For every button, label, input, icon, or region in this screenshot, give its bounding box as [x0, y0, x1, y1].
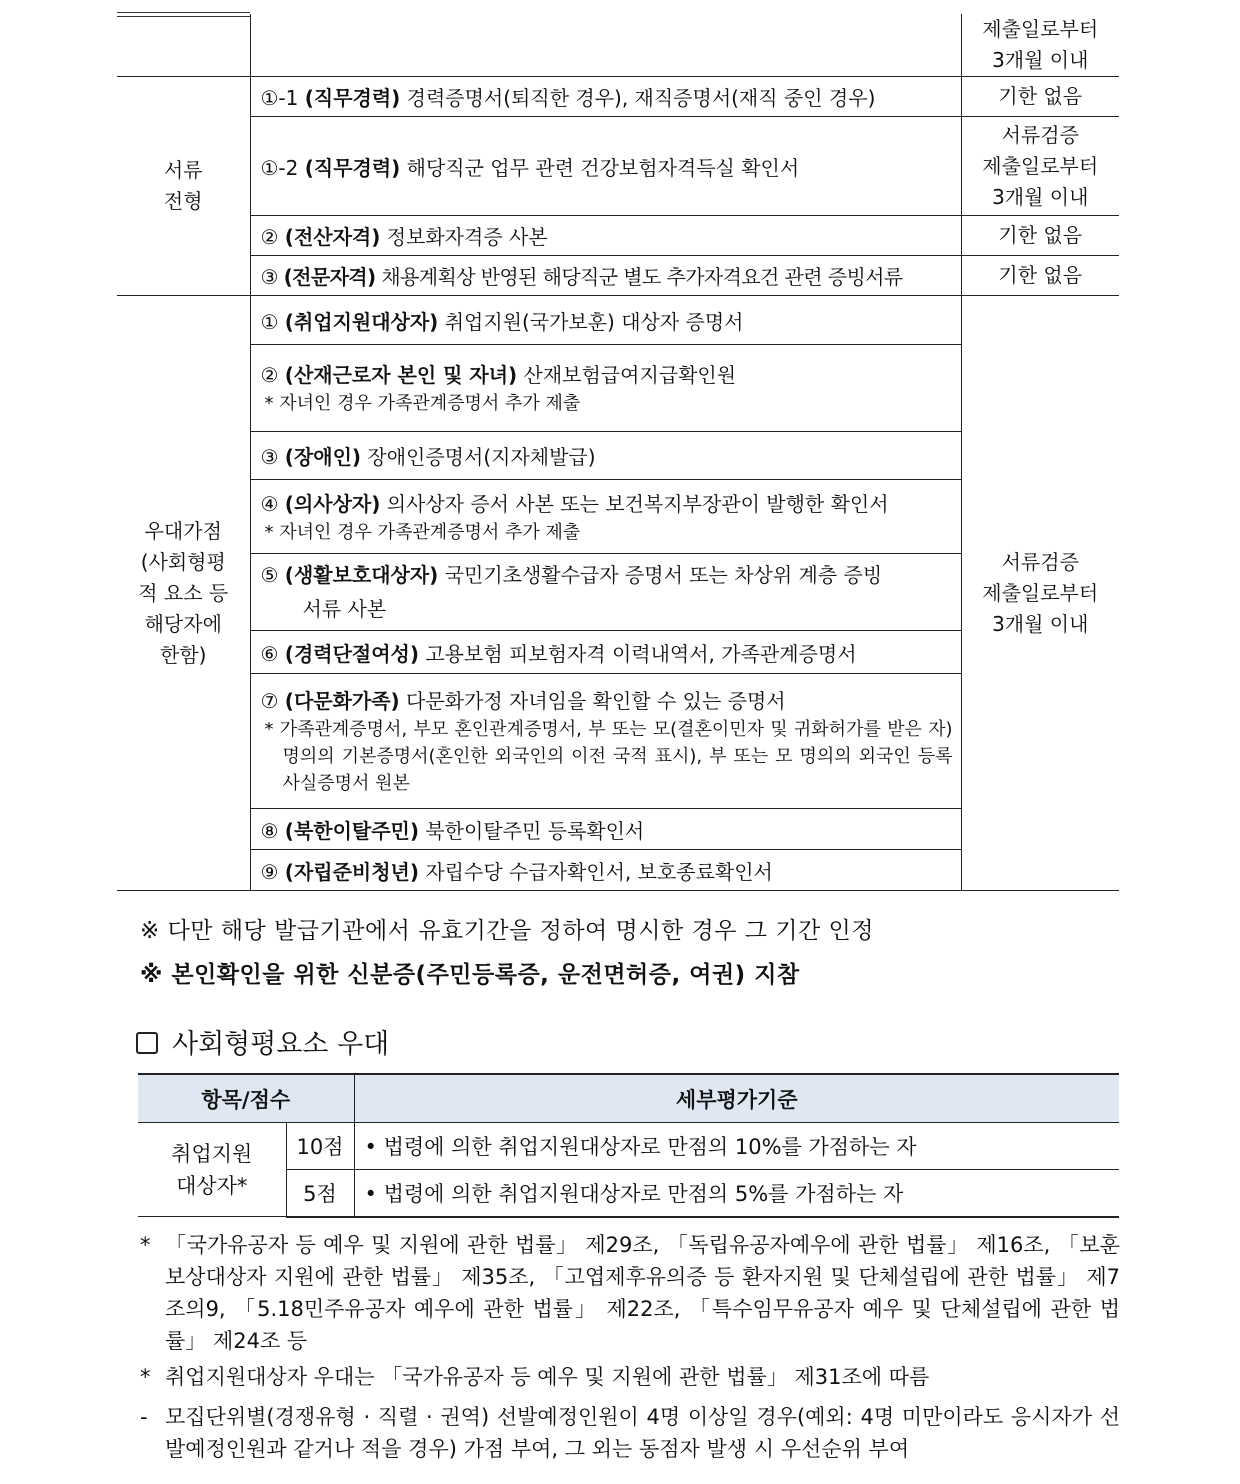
row-note: * 가족관계증명서, 부모 혼인관계증명서, 부 또는 모(결혼이민자 및 귀화허가를 받은 자) 명의의 기본증명서(혼인한 외국인의 이전 국적 표시), 부 또는 모 명의의 외국인 등록사실증명서 원본: [264, 719, 953, 794]
header-item-score: 항목/점수: [138, 1074, 354, 1123]
deadline-cell: 기한 없음: [961, 216, 1119, 256]
table-header-row: [138, 1074, 1119, 1123]
deadline-cell: 제출일로부터 3개월 이내: [961, 14, 1119, 77]
footnote-laws: * 「국가유공자 등 예우 및 지원에 관한 법률」 제29조, 「독립유공자예우에 관한 법률」 제16조, 「보훈보상대상자 지원에 관한 법률」 제35조, 「고엽제후유의증 등 환자지원 및 단체설립에 관한 법률」 제7조의9, 「5.18민주유공자 예우에 관한 법률」 제22조, 「특수임무유공자 예우 및 단체설립에 관한 법률」 제24조 등: [140, 1233, 1120, 1353]
requirement-cell: ③ (전문자격) 채용계획상 반영된 해당직군 별도 추가자격요건 관련 증빙서류: [250, 256, 961, 296]
requirement-cell: ⑧ (북한이탈주민) 북한이탈주민 등록확인서: [250, 809, 961, 850]
row-note: * 자녀인 경우 가족관계증명서 추가 제출: [264, 393, 581, 414]
score-cell: 5점: [286, 1170, 354, 1217]
item-cell: 취업지원 대상자*: [138, 1123, 286, 1217]
detail-cell: • 법령에 의한 취업지원대상자로 만점의 5%를 가점하는 자: [354, 1170, 1119, 1217]
section-title: 사회형평요소 우대: [136, 1022, 389, 1061]
requirement-cell: ⑦ (다문화가족) 다문화가정 자녀임을 확인할 수 있는 증명서 * 가족관계증명서, 부모 혼인관계증명서, 부 또는 모(결혼이민자 및 귀화허가를 받은 자) 명의의 기본증명서(혼인한 외국인의 이전 국적 표시), 부 또는 모 명의의 외국인 등록사실증명서 원본: [250, 674, 961, 809]
notice-validity: ※ 다만 해당 발급기관에서 유효기간을 정하여 명시한 경우 그 기간 인정: [140, 918, 874, 944]
requirement-cell: ⑨ (자립준비청년) 자립수당 수급자확인서, 보호종료확인서: [250, 850, 961, 891]
footnote-bonus-rule: - 모집단위별(경쟁유형 · 직렬 · 권역) 선발예정인원이 4명 이상일 경우(예외: 4명 미만이라도 응시자가 선발예정인원과 같거나 적을 경우) 가점 부여, 그 외는 동점자 발생 시 우선순위 부여: [140, 1405, 1120, 1461]
notice-id-card: ※ 본인확인을 위한 신분증(주민등록증, 운전면허증, 여권) 지참: [140, 962, 800, 988]
document-requirements-table: [117, 14, 1119, 891]
footnote-preference: * 취업지원대상자 우대는 「국가유공자 등 예우 및 지원에 관한 법률」 제31조에 따름: [140, 1365, 930, 1389]
category-bonus-points: 우대가점 (사회형평 적 요소 등 해당자에 한함): [117, 296, 250, 891]
deadline-cell: 서류검증 제출일로부터 3개월 이내: [961, 296, 1119, 891]
category-doc-screening: 서류 전형: [117, 77, 250, 296]
table-row: [117, 256, 1119, 296]
requirement-cell: ④ (의사상자) 의사상자 증서 사본 또는 보건복지부장관이 발행한 확인서 * 자녀인 경우 가족관계증명서 추가 제출: [250, 480, 961, 554]
table-row: [138, 1123, 1119, 1170]
requirement-cell: ⑥ (경력단절여성) 고용보험 피보험자격 이력내역서, 가족관계증명서: [250, 631, 961, 674]
requirement-cell: ③ (장애인) 장애인증명서(지자체발급): [250, 432, 961, 480]
criteria-table: [138, 1073, 1119, 1218]
deadline-cell: 기한 없음: [961, 77, 1119, 117]
requirement-cell: ⑤ (생활보호대상자) 국민기초생활수급자 증명서 또는 차상위 계층 증빙 서류 사본: [250, 554, 961, 631]
requirement-cell: ② (산재근로자 본인 및 자녀) 산재보험급여지급확인원 * 자녀인 경우 가족관계증명서 추가 제출: [250, 345, 961, 432]
requirement-cell: ①-2 (직무경력) 해당직군 업무 관련 건강보험자격득실 확인서: [250, 117, 961, 216]
table-row: [117, 216, 1119, 256]
table-row: [117, 14, 1119, 77]
detail-cell: • 법령에 의한 취업지원대상자로 만점의 10%를 가점하는 자: [354, 1123, 1119, 1170]
requirement-cell: ① (취업지원대상자) 취업지원(국가보훈) 대상자 증명서: [250, 296, 961, 345]
deadline-cell: 서류검증 제출일로부터 3개월 이내: [961, 117, 1119, 216]
requirement-cell: ② (전산자격) 정보화자격증 사본: [250, 216, 961, 256]
requirement-cell: ①-1 (직무경력) 경력증명서(퇴직한 경우), 재직증명서(재직 중인 경우): [250, 77, 961, 117]
checkbox-square-icon: [136, 1032, 158, 1054]
table-row: [117, 77, 1119, 117]
deadline-cell: 기한 없음: [961, 256, 1119, 296]
row-note: * 자녀인 경우 가족관계증명서 추가 제출: [264, 521, 581, 543]
score-cell: 10점: [286, 1123, 354, 1170]
table-row: [117, 296, 1119, 345]
table-row: [138, 1170, 1119, 1217]
header-detail: 세부평가기준: [354, 1074, 1119, 1123]
table-row: [117, 117, 1119, 216]
